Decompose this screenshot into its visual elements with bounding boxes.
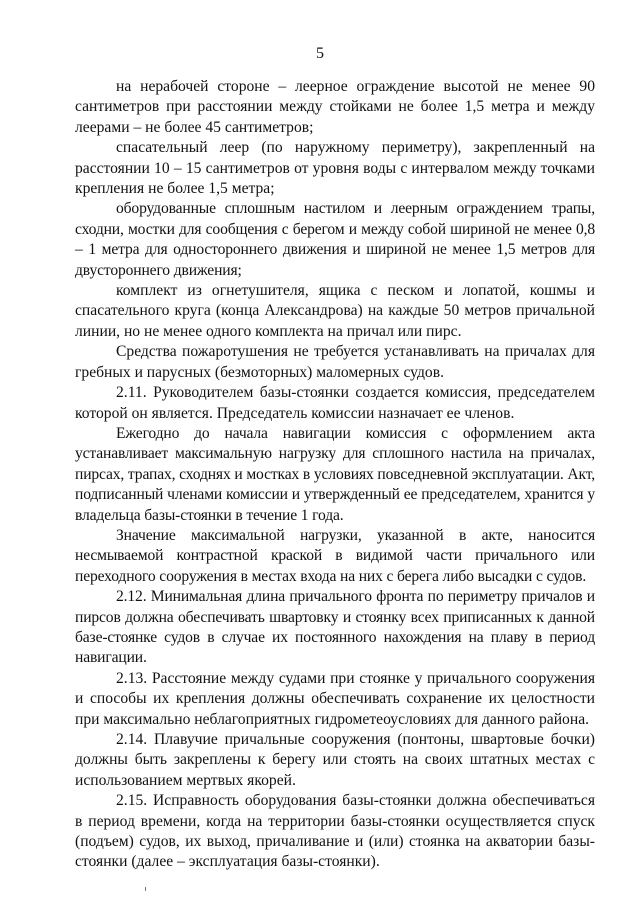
paragraph-2-12: 2.12. Минимальная длина причального фронта по периметру причалов и пирсов должна обеспечивать швартовку и стоянку всех приписанных к данной базе-стоянке судов в случае их постоянного нахождения на плаву в период навигации.: [75, 588, 595, 667]
paragraph-rescue-line: спасательный леер (по наружному периметру), закрепленный на расстоянии 10 – 15 сантиметров от уровня воды с интервалом между точками крепления не более 1,5 метра;: [75, 139, 595, 198]
paragraph-2-15: 2.15. Исправность оборудования базы-стоянки должна обеспечиваться в период времени, когда на территории базы-стоянки осуществляется спуск (подъем) судов, их выход, причаливание и (или) стоянка на акватории базы-стоянки (далее – эксплуатация базы-стоянки).: [75, 792, 595, 871]
paragraph-gangways: оборудованные сплошным настилом и леерным ограждением трапы, сходни, мостки для сообщения с берегом и между собой шириной не менее 0,8 – 1 метра для одностороннего движения и шириной не менее 1,5 метров для двустороннего движения;: [75, 200, 595, 279]
paragraph-2-14: 2.14. Плавучие причальные сооружения (понтоны, швартовые бочки) должны быть закреплены к берегу или стоять на своих штатных местах с использованием мертвых якорей.: [75, 731, 595, 789]
paragraph-2-11: 2.11. Руководителем базы-стоянки создается комиссия, председателем которой он является. Председатель комиссии назначает ее членов.: [75, 384, 595, 422]
paragraph-fire-equipment-exemption: Средства пожаротушения не требуется устанавливать на причалах для гребных и парусных (безмоторных) маломерных судов.: [75, 343, 595, 381]
page-number: 5: [316, 45, 324, 62]
paragraph-railing-nonworking-side: на нерабочей стороне – леерное ограждение высотой не менее 90 сантиметров при расстоянии между стойками не более 1,5 метра и между леерами – не более 45 сантиметров;: [75, 78, 595, 136]
scan-speck: [145, 887, 146, 891]
paragraph-fire-kit: комплект из огнетушителя, ящика с песком и лопатой, кошмы и спасательного круга (конца Александрова) на каждые 50 метров причальной линии, но не менее одного комплекта на причал или пирс.: [75, 282, 595, 340]
document-body: [75, 77, 595, 873]
paragraph-annual-load-act: Ежегодно до начала навигации комиссия с оформлением акта устанавливает максимальную нагрузку для сплошного настила на причалах, пирсах, трапах, сходнях и мостках в условиях повседневной эксплуатации. Акт, подписанный членами комиссии и утвержденный ее председателем, хранится у владельца базы-стоянки в течение 1 года.: [75, 424, 595, 524]
paragraph-load-marking: Значение максимальной нагрузки, указанной в акте, наносится несмываемой контрастной краской в видимой части причального или переходного сооружения в местах входа на них с берега либо высадки с судов.: [75, 526, 595, 585]
paragraph-2-13: 2.13. Расстояние между судами при стоянке у причального сооружения и способы их крепления должны обеспечивать сохранение их целостности при максимально неблагоприятных гидрометеоусловиях для данного района.: [75, 669, 595, 728]
